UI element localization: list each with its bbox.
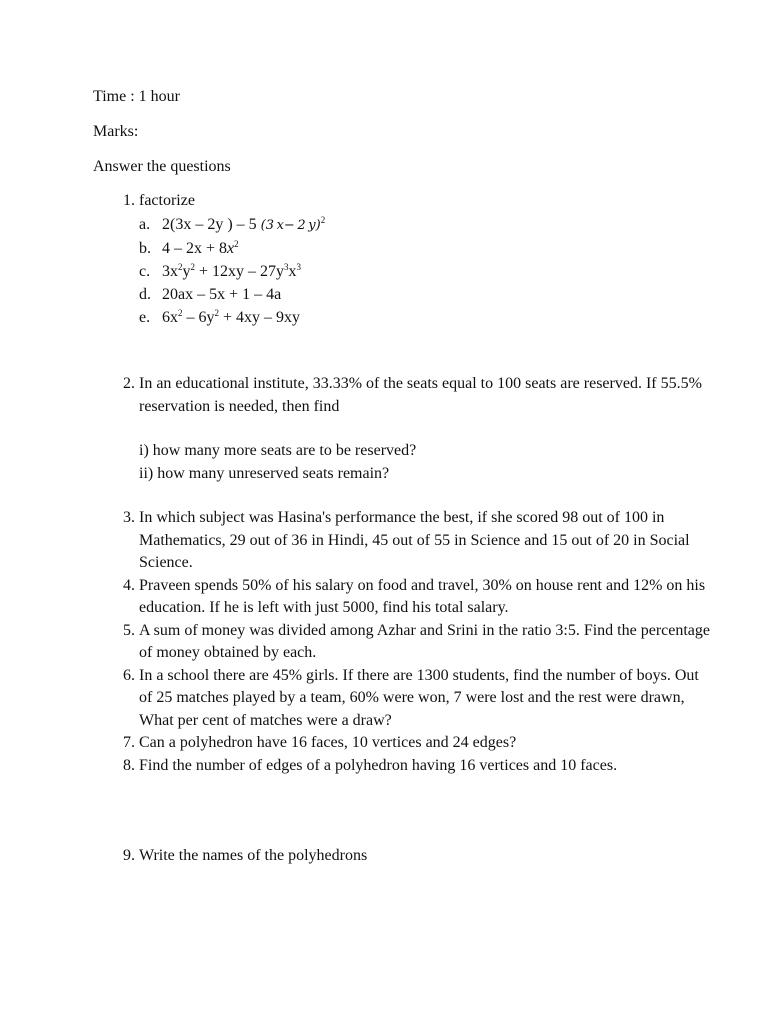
- question-text: Praveen spends 50% of his salary on food and travel, 30% on house rent and 12% on his education. If he is left with just 5000, find his total salary.: [139, 576, 706, 616]
- question-9: [113, 845, 713, 868]
- sub-item-e: e. $6x^2 - 6y^2 + 4xy - 9xy$: [139, 307, 301, 326]
- question-number: 9.: [123, 847, 135, 864]
- question-3: 3. In which subject was Hasina's performance the best, if she scored 98 out of 100 in Mathematics, 29 out of 36 in Hindi, 45 out of 55 in Science and 15 out of 20 in Social Science.: [113, 507, 713, 575]
- question-text: In a school there are 45% girls. If there are 1300 students, find the number of boys. Out of 25 matches played by a team, 60% were won, 7 were lost and the rest were drawn, What per cent of matches were a draw?: [139, 666, 699, 729]
- marks-label: Marks:: [93, 123, 139, 140]
- question-text: A sum of money was divided among Azhar and Srini in the ratio 3:5. Find the percentage of money obtained by each.: [139, 621, 710, 661]
- question-5: 5. A sum of money was divided among Azhar and Srini in the ratio 3:5. Find the percentage of money obtained by each.: [113, 620, 713, 665]
- question-text: In which subject was Hasina's performance the best, if she scored 98 out of 100 in Mathematics, 29 out of 36 in Hindi, 45 out of 55 in Science and 15 out of 20 in Social Science.: [139, 509, 690, 571]
- sub-question-ii: ii) how many unreserved seats remain?: [139, 464, 390, 482]
- question-4: 4. Praveen spends 50% of his salary on food and travel, 30% on house rent and 12% on his education. If he is left with just 5000, find his total salary.: [113, 575, 713, 620]
- question-text: Can a polyhedron have 16 faces, 10 vertices and 24 edges?: [139, 734, 517, 751]
- question-number: 1.: [123, 192, 135, 209]
- question-number: 2.: [123, 375, 135, 392]
- question-list: [113, 507, 713, 777]
- sub-question-i: i) how many more seats are to be reserved?: [139, 442, 417, 459]
- question-text: factorize: [139, 192, 195, 209]
- question-8: 8. Find the number of edges of a polyhedron having 16 vertices and 10 faces.: [113, 755, 713, 778]
- sub-item-b: b. $4 - 2x + 8x^2$: [139, 238, 239, 257]
- instruction: Answer the questions: [93, 158, 231, 175]
- question-2: [113, 373, 713, 485]
- question-7: 7. Can a polyhedron have 16 faces, 10 vertices and 24 edges?: [113, 732, 713, 755]
- sub-item-d: d. 20ax – 5x + 1 – 4a: [139, 285, 282, 303]
- question-text: In an educational institute, 33.33% of the seats equal to 100 seats are reserved. If 55.5% reservation is needed, then find: [139, 375, 702, 415]
- sub-item-c: c. $3x^2y^2 + 12xy - 27y^3x^3$: [139, 261, 302, 280]
- question-1: [113, 190, 713, 329]
- question-text: Write the names of the polyhedrons: [139, 847, 368, 864]
- question-6: 6. In a school there are 45% girls. If there are 1300 students, find the number of boys. Out of 25 matches played by a team, 60% were won, 7 were lost and the rest were drawn, What per cent of matches were a draw?: [113, 665, 713, 733]
- time-label: Time : 1 hour: [93, 88, 180, 105]
- question-text: Find the number of edges of a polyhedron having 16 vertices and 10 faces.: [139, 756, 618, 774]
- sub-item-a: a. 2(3x – 2y ) – 5 (3 x− 2 y)$^2$: [139, 214, 326, 233]
